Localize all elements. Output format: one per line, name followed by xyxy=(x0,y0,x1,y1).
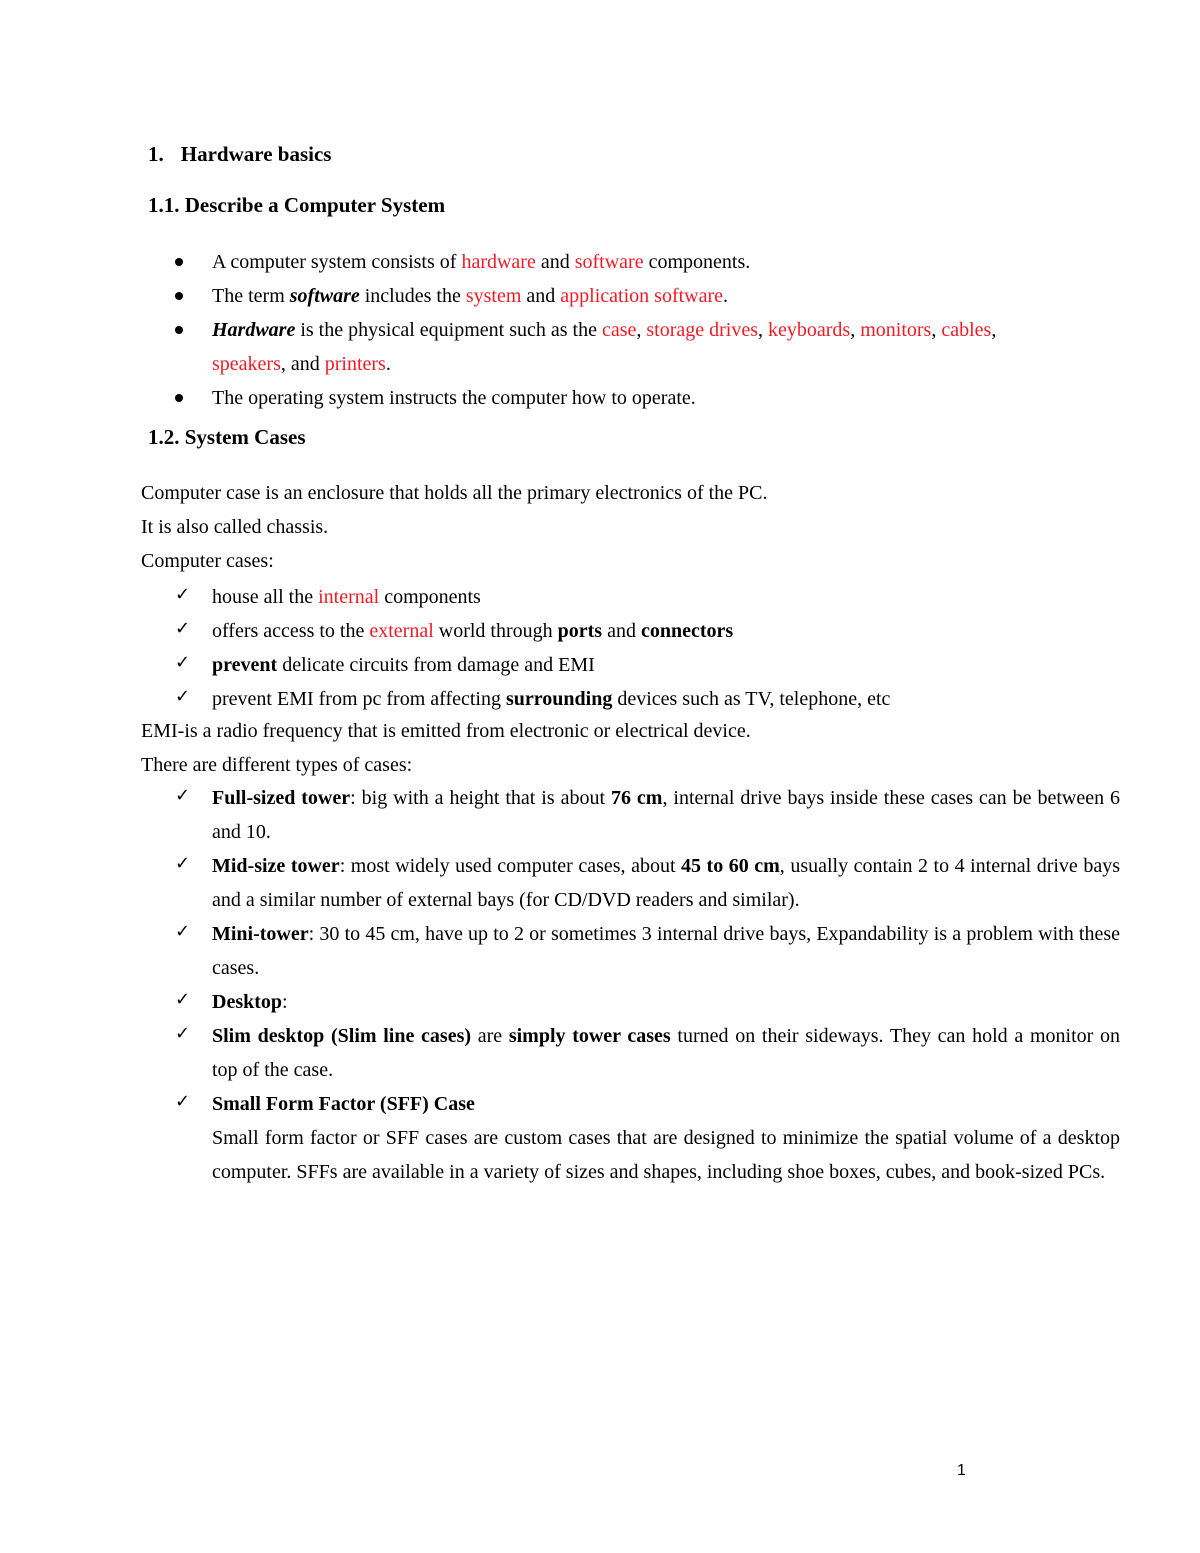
checkmark-icon: ✓ xyxy=(175,989,191,1010)
checkmark-icon: ✓ xyxy=(175,618,191,639)
heading-hardware-basics xyxy=(148,141,331,167)
list-item: ✓ offers access to the external world through ports and connectors xyxy=(212,614,1120,648)
case-type-list xyxy=(175,781,1121,1189)
list-item: A computer system consists of hardware and software components. xyxy=(212,245,1122,279)
heading-system-cases: 1.2. System Cases xyxy=(148,425,306,449)
checkmark-icon: ✓ xyxy=(175,652,191,673)
bullet-icon xyxy=(175,258,183,266)
list-item: The operating system instructs the computer how to operate. xyxy=(212,381,1122,415)
list-item: ✓ house all the internal components xyxy=(212,580,1120,614)
list-item: ✓ prevent EMI from pc from affecting surrounding devices such as TV, telephone, etc xyxy=(212,682,1120,716)
heading-number: 1. xyxy=(148,142,164,166)
bullet-icon xyxy=(175,326,183,334)
list-item: Hardware is the physical equipment such as the case, storage drives, keyboards, monitors, cables, speakers, and printers. xyxy=(212,313,1122,381)
list-item: ✓ prevent delicate circuits from damage and EMI xyxy=(212,648,1120,682)
intro-line: It is also called chassis. xyxy=(141,516,329,538)
checkmark-icon: ✓ xyxy=(175,686,191,707)
case-function-list xyxy=(175,580,1120,716)
list-item: ✓ Desktop: xyxy=(212,985,1120,1019)
sff-description: Small form factor or SFF cases are custom cases that are designed to minimize the spatial volume of a desktop computer. SFFs are available in a variety of sizes and shapes, including shoe boxes, cubes, and book-sized PCs. xyxy=(212,1127,1120,1183)
heading-title: Hardware basics xyxy=(180,142,332,166)
list-item: ✓ Full-sized tower: big with a height that is about 76 cm, internal drive bays inside these cases can be between 6 and 10. xyxy=(212,781,1120,849)
checkmark-icon: ✓ xyxy=(175,921,191,942)
types-intro: There are different types of cases: xyxy=(141,754,413,776)
checkmark-icon: ✓ xyxy=(175,1023,191,1044)
checkmark-icon: ✓ xyxy=(175,853,191,874)
checkmark-icon: ✓ xyxy=(175,584,191,605)
list-item: The term software includes the system and application software. xyxy=(212,279,1122,313)
intro-line: Computer cases: xyxy=(141,550,274,572)
list-item: ✓ Small Form Factor (SFF) Case Small form factor or SFF cases are custom cases that are designed to minimize the spatial volume of a desktop computer. SFFs are available in a variety of sizes and shapes, including shoe boxes, cubes, and book-sized PCs. xyxy=(212,1087,1120,1189)
list-item: ✓ Slim desktop (Slim line cases) are simply tower cases turned on their sideways. They can hold a monitor on top of the case. xyxy=(212,1019,1120,1087)
list-item: ✓ Mini-tower: 30 to 45 cm, have up to 2 or sometimes 3 internal drive bays, Expandability is a problem with these cases. xyxy=(212,917,1120,985)
checkmark-icon: ✓ xyxy=(175,785,191,806)
list-item: ✓ Mid-size tower: most widely used computer cases, about 45 to 60 cm, usually contain 2 to 4 internal drive bays and a similar number of external bays (for CD/DVD readers and similar). xyxy=(212,849,1120,917)
bullet-icon xyxy=(175,292,183,300)
heading-describe-computer-system: 1.1. Describe a Computer System xyxy=(148,193,446,217)
bullet-icon xyxy=(175,394,183,402)
emi-definition: EMI-is a radio frequency that is emitted from electronic or electrical device. xyxy=(141,720,751,742)
system-bullet-list xyxy=(212,245,1122,415)
intro-line: Computer case is an enclosure that holds all the primary electronics of the PC. xyxy=(141,482,768,504)
checkmark-icon: ✓ xyxy=(175,1091,191,1112)
page-number: 1 xyxy=(957,1462,966,1479)
